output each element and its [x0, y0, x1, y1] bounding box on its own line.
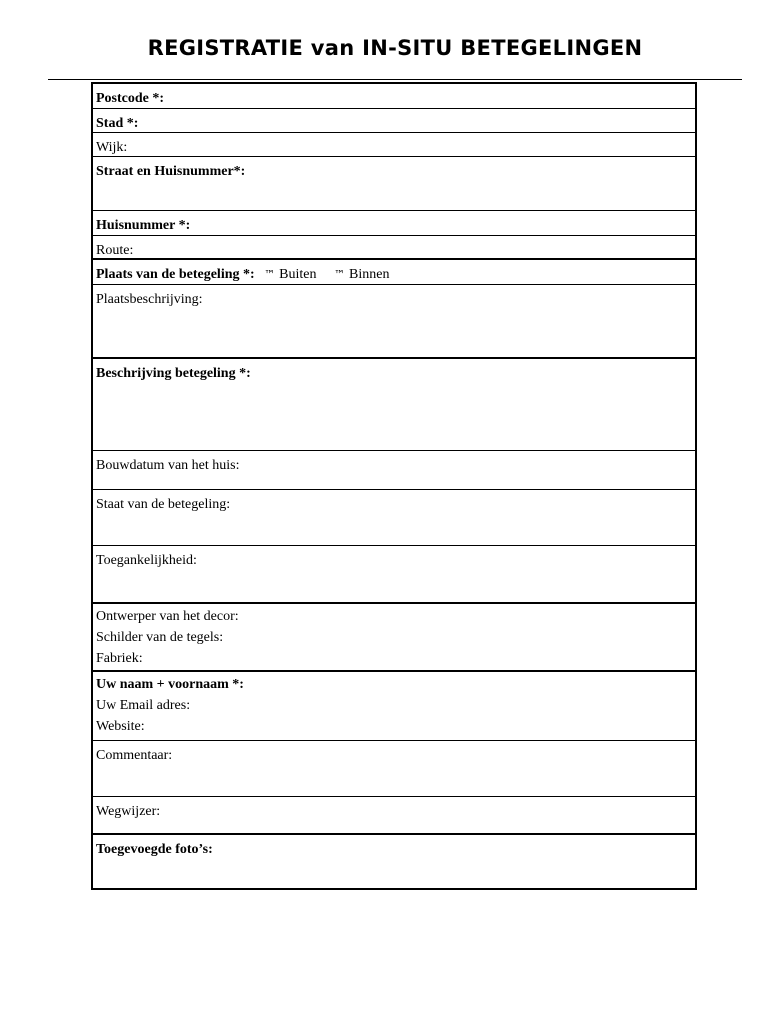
- field-route[interactable]: [93, 235, 695, 258]
- field-wegwijzer[interactable]: [93, 796, 695, 833]
- option-binnen[interactable]: [334, 267, 389, 282]
- wegwijzer-label: Wegwijzer:: [96, 804, 161, 819]
- fotos-label: Toegevoegde foto’s:: [96, 842, 213, 857]
- toegankelijkheid-label: Toegankelijkheid:: [96, 553, 197, 568]
- field-contact-info[interactable]: [93, 670, 695, 740]
- huisnummer-label: Huisnummer *:: [96, 218, 191, 233]
- commentaar-label: Commentaar:: [96, 748, 173, 763]
- field-straat[interactable]: [93, 156, 695, 210]
- website-label: Website:: [96, 719, 145, 734]
- wijk-label: Wijk:: [96, 140, 128, 155]
- route-label: Route:: [96, 243, 134, 258]
- checkbox-icon: ™: [334, 268, 345, 281]
- field-beschrijving[interactable]: [93, 357, 695, 450]
- postcode-label: Postcode *:: [96, 91, 165, 106]
- title-divider: [48, 79, 742, 80]
- field-postcode[interactable]: [93, 82, 695, 108]
- beschrijving-label: Beschrijving betegeling *:: [96, 366, 251, 381]
- email-label: Uw Email adres:: [96, 698, 191, 713]
- field-wijk[interactable]: [93, 132, 695, 156]
- registration-form: [91, 82, 697, 890]
- schilder-label: Schilder van de tegels:: [96, 630, 224, 645]
- field-fotos[interactable]: [93, 833, 695, 890]
- field-toegankelijkheid[interactable]: [93, 545, 695, 602]
- option-buiten[interactable]: [264, 267, 320, 282]
- field-staat[interactable]: [93, 489, 695, 545]
- bouwdatum-label: Bouwdatum van het huis:: [96, 458, 240, 473]
- checkbox-icon: ™: [264, 268, 276, 281]
- plaats-label: Plaats van de betegeling *:: [96, 267, 255, 282]
- naam-label: Uw naam + voornaam *:: [96, 677, 244, 692]
- fabriek-label: Fabriek:: [96, 651, 143, 666]
- staat-label: Staat van de betegeling:: [96, 497, 231, 512]
- page-title: REGISTRATIE van IN-SITU BETEGELINGEN: [147, 36, 643, 60]
- field-plaats: [93, 258, 695, 284]
- option-buiten-label: Buiten: [279, 267, 317, 282]
- field-commentaar[interactable]: [93, 740, 695, 796]
- straat-label: Straat en Huisnummer*:: [96, 164, 246, 179]
- plaatsbeschrijving-label: Plaatsbeschrijving:: [96, 292, 203, 307]
- stad-label: Stad *:: [96, 116, 139, 131]
- ontwerper-label: Ontwerper van het decor:: [96, 609, 239, 624]
- field-bouwdatum[interactable]: [93, 450, 695, 489]
- field-huisnummer[interactable]: [93, 210, 695, 235]
- field-maker-info[interactable]: [93, 602, 695, 670]
- field-plaatsbeschrijving[interactable]: [93, 284, 695, 357]
- option-binnen-label: Binnen: [349, 267, 390, 282]
- field-stad[interactable]: [93, 108, 695, 132]
